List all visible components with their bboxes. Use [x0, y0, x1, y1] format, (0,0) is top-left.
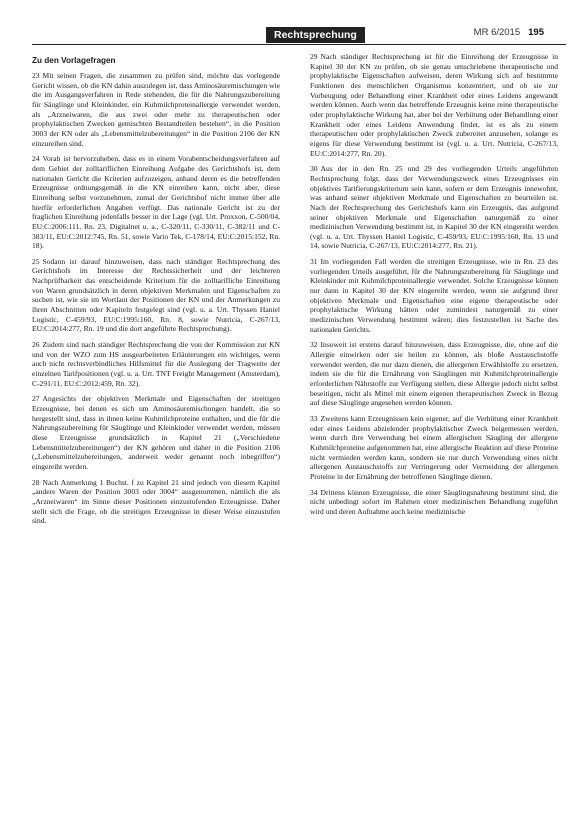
paragraph-text: Im vorliegenden Fall werden die streitigen Erzeugnisse, wie in Rn. 23 des vorliegenden Urteils ausgeführt, für die Nahrungszubereitung für Säuglinge und Kleinkinder mit Kuhmilchproteinallergie verwendet. Solche Erzeugnisse können nur dann in Kapitel 30 der KN eingereiht werden, wenn sie aufgrund ihrer objektiven Merkmale und Eigenschaften eine eigene therapeutische oder prophylaktische Wirkung hätten oder zumindest naturgemäß zu einer medizinischen Verwendung bestimmt wären; dies festzustellen ist Sache des nationalen Gerichts. — [310, 257, 558, 334]
paragraph-number: 23 — [32, 71, 40, 80]
paragraph-text: Drittens können Erzeugnisse, die einer Säuglingsnahrung bestimmt sind, die nicht unbedingt sofort im Rahmen einer medizinischen Behandlung zugeführt wird und deren Aufnahme auch keine medizinische — [310, 487, 558, 516]
journal-issue: MR 6/2015 — [473, 27, 521, 38]
paragraph-number: 28 — [32, 477, 40, 487]
paragraph-number: 32 — [310, 340, 318, 350]
paragraph-29 — [310, 52, 558, 158]
paragraph-24 — [32, 154, 280, 251]
right-column — [310, 52, 558, 523]
section-title: Rechtsprechung — [266, 27, 365, 43]
paragraph-30 — [310, 164, 558, 251]
paragraph-text: Nach Anmerkung 1 Buchst. f zu Kapitel 21 sind jedoch von diesem Kapitel „andere Waren der Position 3003 oder 3004“ ausgenommen, nämlich die als „Arzneiwaren“ im Sinne dieser Positionen einzustufenden Erzeugnisse. Daher stellt sich die Frage, ob die streitigen Erzeugnisse in dieser Weise einzustufen sind. — [32, 477, 280, 526]
paragraph-26 — [32, 340, 280, 388]
paragraph-text: Vorab ist hervorzuheben, dass es in einem Vorabentscheidungsverfahren auf dem Gebiet der zolltariflichen Einreihung Aufgabe des Gerichtshofs ist, dem nationalen Gericht die Kriterien aufzuzeigen, anhand deren es die betreffenden Erzeugnisse ordnungsgemäß in die KN einreihen kann, nicht aber, diese Einreihung selbst vorzunehmen, zumal der Gerichtshof nicht immer über alle hierfür erforderlichen Angaben verfügt. Das nationale Gericht ist zu der fraglichen Einreihung jedenfalls besser in der Lage (vgl. Urt. Proxxon, C-500/04, EU:C:2006:111, Rn. 23, Digitalnet u. a., C-320/11, C-330/11, C-382/11 und C-383/11, EU:C:2012:745, Rn. 51, sowie Vario Tek, C-178/14, EU:C:2015:152, Rn. 18). — [32, 154, 280, 251]
paragraph-number: 26 — [32, 340, 40, 350]
journal-reference — [474, 27, 544, 38]
paragraph-text: Angesichts der objektiven Merkmale und Eigenschaften der streitigen Erzeugnisse, bei denen es sich um Aminosäuremischungen handelt, die so hergestellt sind, dass in ihnen keine Kuhmilchproteine enthalten, und die für die Nahrungszubereitung für Säuglinge und Kleinkinder verwendet werden, müssen diese Erzeugnisse grundsätzlich in Kapitel 21 („Verschiedene Lebensmittelzubereitungen“) der KN gehören und daher in die Position 2106 („Lebensmittelzubereitungen, anderweit weder genannt noch inbegriffen“) eingereiht werden. — [32, 394, 280, 471]
paragraph-number: 33 — [310, 413, 318, 423]
paragraph-number: 30 — [310, 164, 318, 174]
paragraph-text: Insoweit ist erstens darauf hinzuweisen, dass Erzeugnisse, die, ohne auf die Allergie einwirken oder sie heilen zu können, als bloße Austauschstoffe verwendet werden, die nur dazu dienen, die allergenen Erwählstoffe zu ersetzen, indem sie die für die Ernährung von Säuglingen mit Kuhmilchproteinallergie erforderlichen Nährstoffe zur Verfügung stellen, diese Allergie jedoch nicht selbst beseitigen, nicht als Mittel mit einem eigenen therapeutischen Zweck in Bezug auf diese Säuglinge angesehen werden können. — [310, 340, 558, 408]
left-column — [32, 56, 280, 532]
paragraph-number: 29 — [310, 52, 318, 61]
section-heading: Zu den Vorlagefragen — [32, 56, 116, 65]
paragraph-text: Zweitens kann Erzeugnissen kein eigener, auf die Verhütung einer Krankheit oder eines Leidens abzielender prophylaktischer Zweck beigemessen werden, wenn durch ihre Verwendung bei einem allergischen Säugling der allergene Kuhmilchproteine aufgenommen hat, eine allergische Reaktion auf diese Proteine nicht vermieden werden kann, sondern sie nur durch Verwendung eines nicht allergenen Austauschstoffs zur Verringerung oder Vermeidung der allergenen Proteine in der Ernährung der betroffenen Säuglinge dienen. — [310, 413, 558, 481]
paragraph-number: 27 — [32, 394, 40, 404]
paragraph-31 — [310, 257, 558, 334]
paragraph-33 — [310, 414, 558, 482]
paragraph-text: Aus der in den Rn. 25 und 29 des vorliegenden Urteils angeführten Rechtsprechung folgt, dass der Verwendungszweck eines Erzeugnisses ein objektives Tarifierungskriterium sein kann, sofern er dem Erzeugnis innewohnt, was anhand seiner objektiven Merkmale und Eigenschaften zu beurteilen ist. Nach der Rechtsprechung des Gerichtshofs kann ein Erzeugnis, das aufgrund seiner objektiven Merkmale und Eigenschaften naturgemäß zu einer medizinischen Verwendung bestimmt ist, in Kapitel 30 der KN eingereiht werden (vgl. u. a. Urt. Thyssen Haniel Logistic, C-459/93, EU:C:1995:160, Rn. 13 und 14, sowie Nutricia, C-267/13, EU:C:2014:277, Rn. 21). — [310, 164, 558, 251]
paragraph-number: 24 — [32, 154, 40, 164]
paragraph-text: Sodann ist darauf hinzuweisen, dass nach ständiger Rechtsprechung des Gerichtshofs im Interesse der Rechtssicherheit und der leichteren Nachprüfbarkeit das entscheidende Kriterium für die zolltarifliche Einreihung von Waren grundsätzlich in deren objektiven Merkmalen und Eigenschaften zu suchen ist, wie sie im Wortlaut der Positionen der KN und der Anmerkungen zu ihren Abschnitten oder Kapiteln festgelegt sind (vgl. u. a. Urt. Thyssen Haniel Logistic, C-459/93, EU:C:1995:160, Rn. 8, sowie Nutricia, C-267/13, EU:C:2014:277, Rn. 19 und die dort angeführte Rechtsprechung). — [32, 256, 280, 334]
paragraph-number: 34 — [310, 487, 318, 497]
paragraph-27 — [32, 394, 280, 471]
page-header — [32, 26, 566, 45]
paragraph-23 — [32, 71, 280, 148]
paragraph-text: Mit seinen Fragen, die zusammen zu prüfen sind, möchte das vorlegende Gericht wissen, ob die KN dahin auszulegen ist, dass Aminosäuremischungen wie die im Ausgangsverfahren in Rede stehenden, die für die Nahrungszubereitung für Säuglinge und Kleinkinder, ein Kuhmilchproteinallergie verwendet werden, als „Arzneiwaren, die aus zwei oder mehr zu therapeutischen oder prophylaktischen Zwecken gemischten Bestandteilen bestehen“, in die Position 3003 der KN oder als „Lebensmittelzubereitungen“ in die Position 2106 der KN einzureihen sind. — [32, 71, 280, 148]
page-number: 195 — [528, 27, 544, 38]
paragraph-25 — [32, 257, 280, 334]
paragraph-32 — [310, 340, 558, 408]
paragraph-34 — [310, 488, 558, 517]
paragraph-number: 31 — [310, 257, 318, 267]
paragraph-number: 25 — [32, 256, 40, 266]
paragraph-text: Zudem sind nach ständiger Rechtsprechung die von der Kommission zur KN und von der WZO zum HS ausgearbeiteten Erläuterungen ein wichtiges, wenn auch nicht rechtsverbindliches Hilfsmittel für die Auslegung der Tragweite der einzelnen Tarifpositionen (vgl. u. a. Urt. TNT Freight Management (Amsterdam), C-291/11, EU:C:2012:459, Rn. 32). — [32, 340, 280, 388]
paragraph-text: Nach ständiger Rechtsprechung ist für die Einreihung der Erzeugnisse in Kapitel 30 der KN zu prüfen, ob sie genau umschriebene therapeutische und prophylaktische Eigenschaften aufweisen, deren Wirkung sich auf bestimmte Funktionen des menschlichen Organismus konzentriert, und ob sie zur Vorbeugung oder Behandlung einer Krankheit oder eines Leidens angewandt werden können. Auch wenn das betreffende Erzeugnis keine reine therapeutische oder prophylaktische Wirkung hat, aber bei der Verhütung oder Behandlung einer Krankheit oder eines Leidens Anwendung findet, ist es als zu einem therapeutischen oder prophylaktischen Zweck zubereitet anzusehen, solange es eigens für diese Verwendung bestimmt ist (vgl. u. a. Urt. Nutricia, C-267/13, EU:C:2014:277, Rn. 20). — [310, 52, 558, 158]
paragraph-28 — [32, 478, 280, 526]
